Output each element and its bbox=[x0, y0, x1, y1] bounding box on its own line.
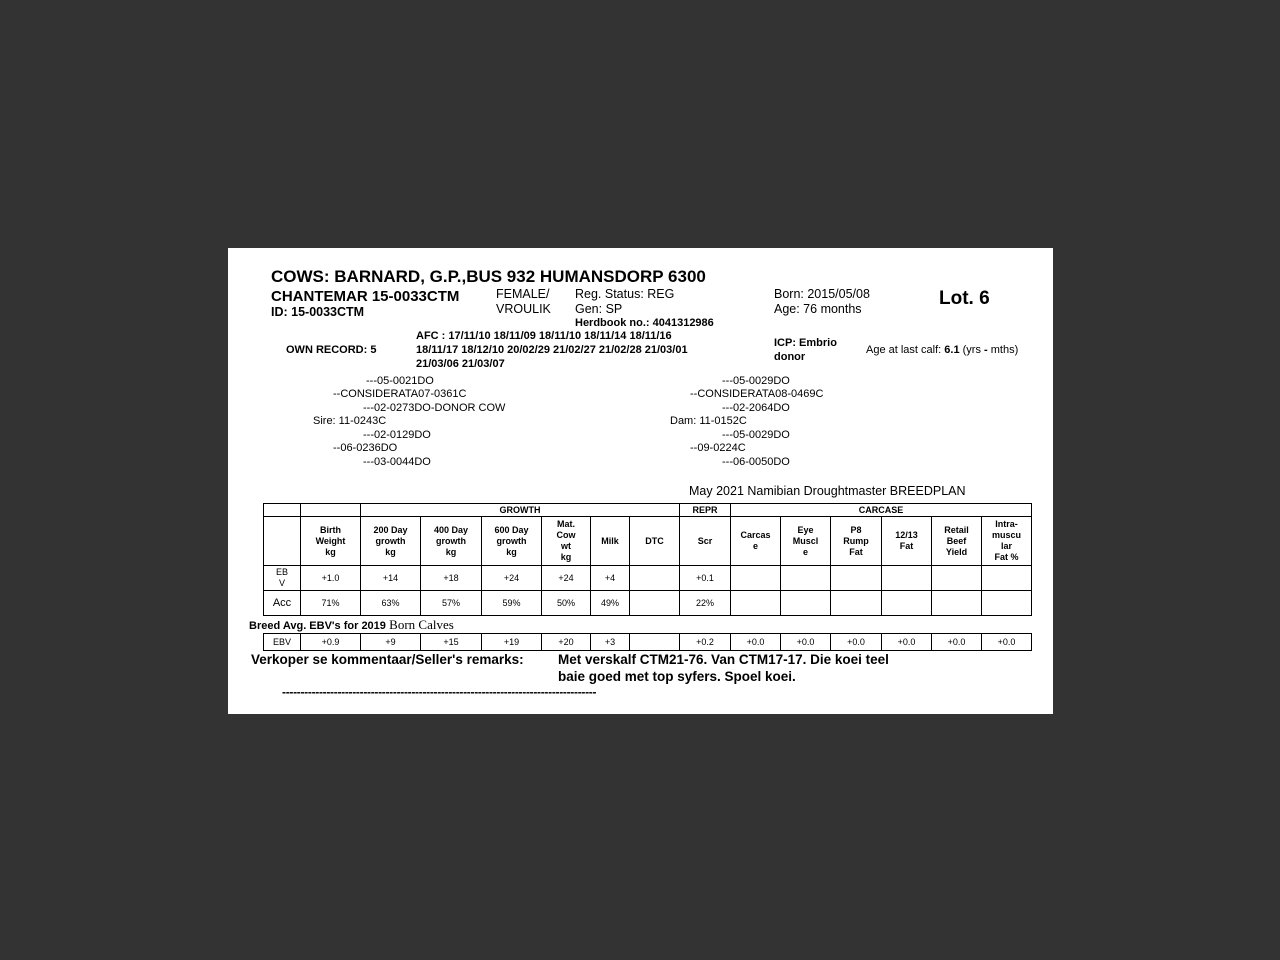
accuracy-value bbox=[982, 591, 1032, 616]
breed-avg-value: +20 bbox=[542, 634, 591, 651]
sire-line-3: ---02-0273DO-DONOR COW bbox=[363, 402, 506, 414]
column-header: Carcas e bbox=[731, 517, 781, 566]
column-header: 200 Day growth kg bbox=[361, 517, 421, 566]
ebv-value bbox=[731, 566, 781, 591]
dam-line-1: ---05-0029DO bbox=[722, 375, 790, 387]
group-header-row bbox=[264, 504, 1032, 517]
sire-line-4: Sire: 11-0243C bbox=[313, 415, 387, 427]
breed-avg-value: +3 bbox=[591, 634, 630, 651]
breed-avg-value: +0.2 bbox=[680, 634, 731, 651]
sire-line-2: --CONSIDERATA07-0361C bbox=[333, 388, 467, 400]
dam-line-2: --CONSIDERATA08-0469C bbox=[690, 388, 824, 400]
accuracy-value bbox=[831, 591, 882, 616]
remarks-line-2: baie goed met top syfers. Spoel koei. bbox=[558, 669, 796, 684]
group-repr: REPR bbox=[680, 504, 731, 517]
dam-line-7: ---06-0050DO bbox=[722, 456, 790, 468]
age-months: Age: 76 months bbox=[774, 302, 862, 316]
ebv-row-label: EB V bbox=[264, 566, 301, 591]
corner-cell bbox=[264, 504, 301, 517]
breed-avg-value bbox=[630, 634, 680, 651]
age-calf-unit-b: mths) bbox=[987, 344, 1019, 356]
age-at-last-calf bbox=[866, 344, 1018, 356]
accuracy-value: 71% bbox=[301, 591, 361, 616]
column-header: 12/13 Fat bbox=[882, 517, 932, 566]
icp-line-1: ICP: Embrio bbox=[774, 337, 837, 349]
breed-avg-value: +0.0 bbox=[932, 634, 982, 651]
group-carcase: CARCASE bbox=[731, 504, 1032, 517]
accuracy-value: 63% bbox=[361, 591, 421, 616]
accuracy-value bbox=[882, 591, 932, 616]
lot-card bbox=[228, 248, 1053, 714]
column-header: Birth Weight kg bbox=[301, 517, 361, 566]
ebv-value bbox=[932, 566, 982, 591]
acc-row bbox=[264, 591, 1032, 616]
accuracy-value bbox=[932, 591, 982, 616]
ebv-value bbox=[982, 566, 1032, 591]
column-header: Retail Beef Yield bbox=[932, 517, 982, 566]
accuracy-value bbox=[781, 591, 831, 616]
age-calf-unit-a: (yrs bbox=[959, 344, 985, 356]
afc-line-1: AFC : 17/11/10 18/11/09 18/11/10 18/11/14 18/11/16 bbox=[416, 330, 672, 342]
column-header: Milk bbox=[591, 517, 630, 566]
breed-avg-value: +0.9 bbox=[301, 634, 361, 651]
born-date: Born: 2015/05/08 bbox=[774, 287, 870, 301]
ebv-value bbox=[781, 566, 831, 591]
breed-avg-value: +0.0 bbox=[781, 634, 831, 651]
remarks-dashes: ------------------------------------------------------------------------------------- bbox=[282, 685, 597, 699]
column-header: 600 Day growth kg bbox=[482, 517, 542, 566]
animal-name: CHANTEMAR 15-0033CTM bbox=[271, 288, 460, 305]
breed-avg-caption bbox=[249, 617, 454, 633]
accuracy-value: 50% bbox=[542, 591, 591, 616]
owner-line: COWS: BARNARD, G.P.,BUS 932 HUMANSDORP 6300 bbox=[271, 267, 706, 286]
sire-line-5: ---02-0129DO bbox=[363, 429, 431, 441]
breedplan-title: May 2021 Namibian Droughtmaster BREEDPLAN bbox=[689, 484, 966, 498]
ebv-value: +18 bbox=[421, 566, 482, 591]
ebv-value bbox=[882, 566, 932, 591]
breed-avg-row bbox=[264, 634, 1032, 651]
column-header: Mat. Cow wt kg bbox=[542, 517, 591, 566]
accuracy-value: 49% bbox=[591, 591, 630, 616]
sex-afrikaans: VROULIK bbox=[496, 302, 551, 316]
accuracy-value bbox=[630, 591, 680, 616]
accuracy-value bbox=[731, 591, 781, 616]
accuracy-value: 59% bbox=[482, 591, 542, 616]
column-header: Intra- muscu lar Fat % bbox=[982, 517, 1032, 566]
header-corner-cell bbox=[264, 517, 301, 566]
ebv-value bbox=[630, 566, 680, 591]
age-calf-value: 6.1 bbox=[944, 344, 960, 356]
ebv-value: +24 bbox=[482, 566, 542, 591]
column-header: 400 Day growth kg bbox=[421, 517, 482, 566]
ebv-value: +1.0 bbox=[301, 566, 361, 591]
ebv-value: +14 bbox=[361, 566, 421, 591]
column-header: Scr bbox=[680, 517, 731, 566]
accuracy-value: 57% bbox=[421, 591, 482, 616]
breed-avg-value: +0.0 bbox=[982, 634, 1032, 651]
column-header: DTC bbox=[630, 517, 680, 566]
breed-avg-value: +0.0 bbox=[731, 634, 781, 651]
breed-avg-value: +15 bbox=[421, 634, 482, 651]
sire-line-7: ---03-0044DO bbox=[363, 456, 431, 468]
breed-avg-value: +0.0 bbox=[831, 634, 882, 651]
dam-line-5: ---05-0029DO bbox=[722, 429, 790, 441]
breed-avg-value: +9 bbox=[361, 634, 421, 651]
reg-status: Reg. Status: REG bbox=[575, 287, 675, 301]
ebv-value: +24 bbox=[542, 566, 591, 591]
dam-line-3: ---02-2064DO bbox=[722, 402, 790, 414]
generation: Gen: SP bbox=[575, 302, 623, 316]
sex-english: FEMALE/ bbox=[496, 287, 550, 301]
ebv-value: +4 bbox=[591, 566, 630, 591]
column-header: Eye Muscl e bbox=[781, 517, 831, 566]
remarks-label: Verkoper se kommentaar/Seller's remarks: bbox=[251, 652, 524, 667]
acc-row-label: Acc bbox=[264, 591, 301, 616]
icp-line-2: donor bbox=[774, 351, 806, 363]
animal-id: ID: 15-0033CTM bbox=[271, 305, 365, 319]
dam-line-4: Dam: 11-0152C bbox=[670, 415, 747, 427]
herdbook-number: Herdbook no.: 4041312986 bbox=[575, 317, 714, 329]
age-calf-prefix: Age at last calf: bbox=[866, 344, 945, 356]
breed-avg-row-label: EBV bbox=[264, 634, 301, 651]
group-growth: GROWTH bbox=[361, 504, 680, 517]
age-calf-dash: - bbox=[984, 344, 988, 356]
sire-line-6: --06-0236DO bbox=[333, 442, 398, 454]
breed-avg-bold: Breed Avg. EBV's for 2019 bbox=[249, 620, 386, 632]
blank-group-cell bbox=[301, 504, 361, 517]
ebv-value: +0.1 bbox=[680, 566, 731, 591]
ebv-value bbox=[831, 566, 882, 591]
breed-avg-table bbox=[263, 633, 1032, 651]
breed-avg-value: +0.0 bbox=[882, 634, 932, 651]
afc-line-3: 21/03/06 21/03/07 bbox=[416, 358, 505, 370]
breed-avg-value: +19 bbox=[482, 634, 542, 651]
column-header-row bbox=[264, 517, 1032, 566]
ebv-table bbox=[263, 503, 1032, 616]
own-record: OWN RECORD: 5 bbox=[286, 344, 377, 356]
sire-line-1: ---05-0021DO bbox=[366, 375, 434, 387]
breed-avg-rest: Born Calves bbox=[385, 617, 454, 632]
ebv-row bbox=[264, 566, 1032, 591]
lot-number: Lot. 6 bbox=[939, 288, 990, 309]
column-header: P8 Rump Fat bbox=[831, 517, 882, 566]
remarks-line-1: Met verskalf CTM21-76. Van CTM17-17. Die koei teel bbox=[558, 652, 889, 667]
dam-line-6: --09-0224C bbox=[690, 442, 746, 454]
accuracy-value: 22% bbox=[680, 591, 731, 616]
afc-line-2: 18/11/17 18/12/10 20/02/29 21/02/27 21/02/28 21/03/01 bbox=[416, 344, 688, 356]
